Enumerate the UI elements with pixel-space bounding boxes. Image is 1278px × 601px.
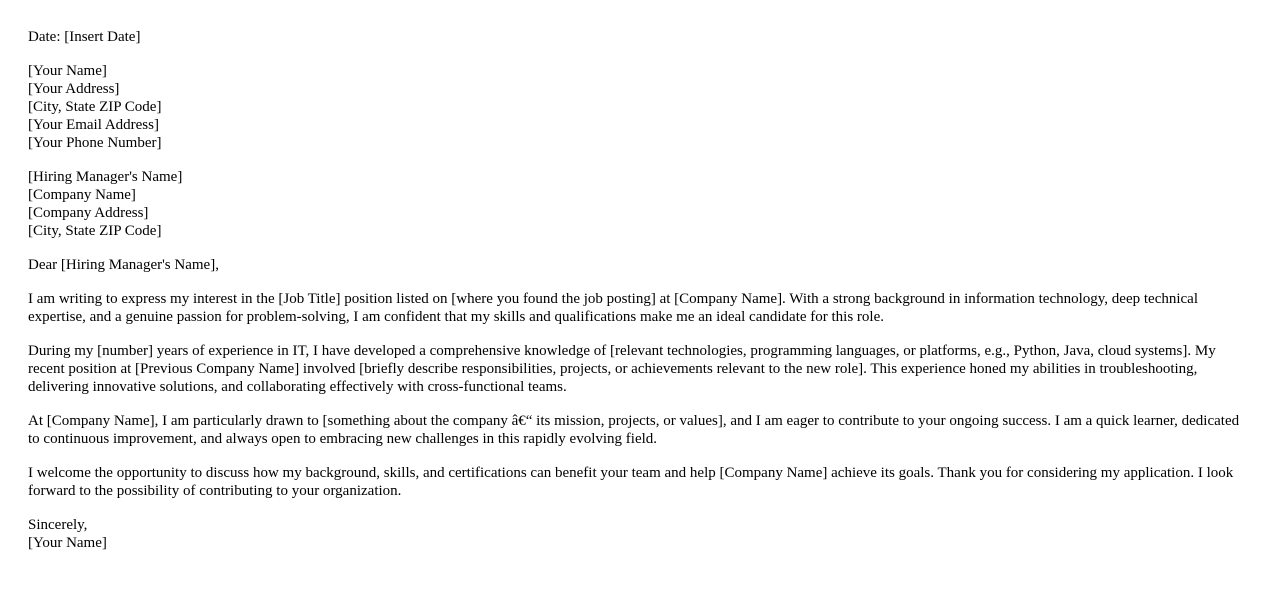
date-block — [28, 28, 1248, 46]
recipient-company: [Company Name] — [28, 187, 136, 203]
recipient-name: [Hiring Manager's Name] — [28, 169, 183, 185]
salutation-block — [28, 256, 1248, 274]
sender-address-block — [28, 62, 1248, 152]
sender-address: [Your Address] — [28, 81, 120, 97]
sender-email: [Your Email Address] — [28, 117, 159, 133]
salutation: Dear [Hiring Manager's Name], — [28, 257, 219, 273]
body-paragraph-experience: During my [number] years of experience in IT, I have developed a comprehensive knowledge of [relevant technologies, programming languages, or platforms, e.g., Python, Java, cloud systems]. My recent position at [Previous Company Name] involved [briefly describe responsibilities, projects, or achievements relevant to the new role]. This experience honed my abilities in troubleshooting, delivering innovative solutions, and collaborating effectively with cross-functional teams. — [28, 343, 1216, 395]
recipient-city-state-zip: [City, State ZIP Code] — [28, 223, 162, 239]
sender-name: [Your Name] — [28, 63, 107, 79]
body-paragraph-closing: I welcome the opportunity to discuss how my background, skills, and certifications can benefit your team and help [Company Name] achieve its goals. Thank you for considering my application. I look forward to the possibility of contributing to your organization. — [28, 465, 1234, 499]
signature-name: [Your Name] — [28, 535, 107, 551]
sender-city-state-zip: [City, State ZIP Code] — [28, 99, 162, 115]
date-line: Date: [Insert Date] — [28, 29, 141, 45]
body-paragraph-intro: I am writing to express my interest in the [Job Title] position listed on [where you found the job posting] at [Company Name]. With a strong background in information technology, deep technical expertise, and a genuine passion for problem-solving, I am confident that my skills and qualifications make me an ideal candidate for this role. — [28, 291, 1199, 325]
sender-phone: [Your Phone Number] — [28, 135, 162, 151]
recipient-company-address: [Company Address] — [28, 205, 149, 221]
cover-letter — [28, 28, 1248, 568]
signature-block — [28, 516, 1248, 552]
recipient-address-block — [28, 168, 1248, 240]
closing: Sincerely, — [28, 517, 88, 533]
body-paragraph-company-interest: At [Company Name], I am particularly drawn to [something about the company â€“ its mission, projects, or values], and I am eager to contribute to your ongoing success. I am a quick learner, dedicated to continuous improvement, and always open to embracing new challenges in this rapidly evolving field. — [28, 413, 1240, 447]
